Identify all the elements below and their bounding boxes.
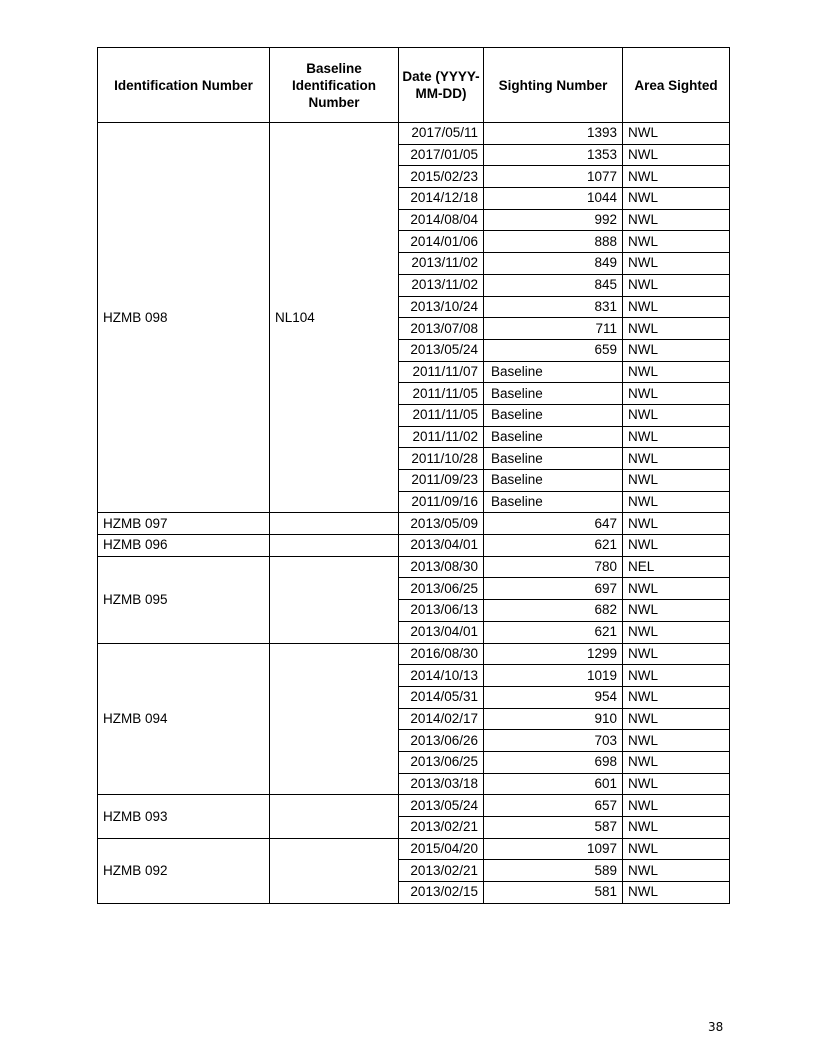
sighting-number-cell: 992 (484, 209, 623, 231)
sighting-number-cell: 954 (484, 686, 623, 708)
identification-number-cell: HZMB 097 (98, 513, 270, 535)
area-sighted-cell: NWL (623, 318, 730, 340)
table-row (98, 123, 730, 145)
sighting-number-cell: 1077 (484, 166, 623, 188)
area-sighted-cell: NWL (623, 361, 730, 383)
date-cell: 2013/05/24 (399, 795, 484, 817)
date-cell: 2013/06/25 (399, 578, 484, 600)
date-cell: 2014/08/04 (399, 209, 484, 231)
area-sighted-cell: NWL (623, 296, 730, 318)
date-cell: 2013/03/18 (399, 773, 484, 795)
area-sighted-cell: NWL (623, 209, 730, 231)
area-sighted-cell: NWL (623, 383, 730, 405)
date-cell: 2011/09/16 (399, 491, 484, 513)
date-cell: 2013/11/02 (399, 274, 484, 296)
sighting-number-cell: 845 (484, 274, 623, 296)
table-row (98, 643, 730, 665)
date-cell: 2015/02/23 (399, 166, 484, 188)
sighting-number-cell: 659 (484, 339, 623, 361)
baseline-identification-cell (270, 643, 399, 795)
date-cell: 2014/12/18 (399, 188, 484, 210)
date-cell: 2014/02/17 (399, 708, 484, 730)
area-sighted-cell: NWL (623, 795, 730, 817)
sighting-number-cell: Baseline (484, 383, 623, 405)
date-cell: 2011/11/05 (399, 383, 484, 405)
identification-number-cell: HZMB 094 (98, 643, 270, 795)
sighting-number-cell: 888 (484, 231, 623, 253)
header-area-sighted: Area Sighted (623, 48, 730, 123)
area-sighted-cell: NWL (623, 686, 730, 708)
area-sighted-cell: NWL (623, 600, 730, 622)
sighting-number-cell: 682 (484, 600, 623, 622)
sighting-number-cell: 1044 (484, 188, 623, 210)
date-cell: 2013/10/24 (399, 296, 484, 318)
sighting-number-cell: 831 (484, 296, 623, 318)
sighting-number-cell: 780 (484, 556, 623, 578)
sighting-number-cell: 601 (484, 773, 623, 795)
area-sighted-cell: NWL (623, 643, 730, 665)
area-sighted-cell: NWL (623, 578, 730, 600)
date-cell: 2014/05/31 (399, 686, 484, 708)
date-cell: 2013/08/30 (399, 556, 484, 578)
table-row (98, 795, 730, 817)
sighting-number-cell: 910 (484, 708, 623, 730)
date-cell: 2013/07/08 (399, 318, 484, 340)
baseline-identification-cell (270, 535, 399, 557)
table-row (98, 838, 730, 860)
date-cell: 2011/11/02 (399, 426, 484, 448)
baseline-identification-cell (270, 795, 399, 838)
header-row (98, 48, 730, 123)
area-sighted-cell: NWL (623, 404, 730, 426)
date-cell: 2016/08/30 (399, 643, 484, 665)
date-cell: 2013/02/21 (399, 860, 484, 882)
date-cell: 2015/04/20 (399, 838, 484, 860)
date-cell: 2017/05/11 (399, 123, 484, 145)
date-cell: 2013/04/01 (399, 621, 484, 643)
area-sighted-cell: NEL (623, 556, 730, 578)
baseline-identification-cell: NL104 (270, 123, 399, 513)
sighting-number-cell: 587 (484, 817, 623, 839)
date-cell: 2013/02/21 (399, 817, 484, 839)
baseline-identification-cell (270, 513, 399, 535)
sighting-number-cell: Baseline (484, 491, 623, 513)
table-row (98, 513, 730, 535)
area-sighted-cell: NWL (623, 253, 730, 275)
date-cell: 2011/09/23 (399, 470, 484, 492)
area-sighted-cell: NWL (623, 166, 730, 188)
sighting-number-cell: Baseline (484, 361, 623, 383)
area-sighted-cell: NWL (623, 838, 730, 860)
area-sighted-cell: NWL (623, 426, 730, 448)
date-cell: 2014/10/13 (399, 665, 484, 687)
header-date: Date (YYYY-MM-DD) (399, 48, 484, 123)
sighting-number-cell: 657 (484, 795, 623, 817)
sighting-number-cell: 621 (484, 535, 623, 557)
area-sighted-cell: NWL (623, 860, 730, 882)
date-cell: 2011/10/28 (399, 448, 484, 470)
area-sighted-cell: NWL (623, 730, 730, 752)
sighting-number-cell: 581 (484, 882, 623, 904)
date-cell: 2013/02/15 (399, 882, 484, 904)
table-row (98, 535, 730, 557)
area-sighted-cell: NWL (623, 665, 730, 687)
area-sighted-cell: NWL (623, 817, 730, 839)
sighting-number-cell: 647 (484, 513, 623, 535)
sighting-number-cell: Baseline (484, 404, 623, 426)
date-cell: 2011/11/07 (399, 361, 484, 383)
area-sighted-cell: NWL (623, 231, 730, 253)
area-sighted-cell: NWL (623, 470, 730, 492)
area-sighted-cell: NWL (623, 448, 730, 470)
area-sighted-cell: NWL (623, 274, 730, 296)
header-sighting-number: Sighting Number (484, 48, 623, 123)
identification-number-cell: HZMB 092 (98, 838, 270, 903)
area-sighted-cell: NWL (623, 621, 730, 643)
header-identification-number: Identification Number (98, 48, 270, 123)
sighting-number-cell: 1097 (484, 838, 623, 860)
area-sighted-cell: NWL (623, 535, 730, 557)
date-cell: 2013/06/26 (399, 730, 484, 752)
area-sighted-cell: NWL (623, 339, 730, 361)
sighting-number-cell: Baseline (484, 448, 623, 470)
area-sighted-cell: NWL (623, 188, 730, 210)
sighting-number-cell: 1353 (484, 144, 623, 166)
area-sighted-cell: NWL (623, 751, 730, 773)
sighting-number-cell: 698 (484, 751, 623, 773)
area-sighted-cell: NWL (623, 708, 730, 730)
table-body (98, 123, 730, 904)
identification-number-cell: HZMB 095 (98, 556, 270, 643)
baseline-identification-cell (270, 838, 399, 903)
area-sighted-cell: NWL (623, 123, 730, 145)
area-sighted-cell: NWL (623, 491, 730, 513)
date-cell: 2013/06/13 (399, 600, 484, 622)
sighting-number-cell: Baseline (484, 426, 623, 448)
date-cell: 2014/01/06 (399, 231, 484, 253)
table-row (98, 556, 730, 578)
sighting-number-cell: 589 (484, 860, 623, 882)
area-sighted-cell: NWL (623, 882, 730, 904)
sighting-number-cell: 1019 (484, 665, 623, 687)
sighting-number-cell: 697 (484, 578, 623, 600)
sighting-number-cell: 711 (484, 318, 623, 340)
table-header (98, 48, 730, 123)
sighting-number-cell: 1393 (484, 123, 623, 145)
date-cell: 2013/04/01 (399, 535, 484, 557)
sighting-number-cell: 1299 (484, 643, 623, 665)
sighting-number-cell: 703 (484, 730, 623, 752)
area-sighted-cell: NWL (623, 144, 730, 166)
sighting-number-cell: 621 (484, 621, 623, 643)
date-cell: 2011/11/05 (399, 404, 484, 426)
identification-number-cell: HZMB 096 (98, 535, 270, 557)
date-cell: 2017/01/05 (399, 144, 484, 166)
baseline-identification-cell (270, 556, 399, 643)
identification-number-cell: HZMB 098 (98, 123, 270, 513)
area-sighted-cell: NWL (623, 513, 730, 535)
header-baseline-identification-number: Baseline Identification Number (270, 48, 399, 123)
identification-number-cell: HZMB 093 (98, 795, 270, 838)
date-cell: 2013/06/25 (399, 751, 484, 773)
date-cell: 2013/05/09 (399, 513, 484, 535)
page-number: 38 (708, 1020, 724, 1034)
sighting-number-cell: Baseline (484, 470, 623, 492)
date-cell: 2013/05/24 (399, 339, 484, 361)
area-sighted-cell: NWL (623, 773, 730, 795)
sightings-table (97, 47, 730, 904)
date-cell: 2013/11/02 (399, 253, 484, 275)
sighting-number-cell: 849 (484, 253, 623, 275)
